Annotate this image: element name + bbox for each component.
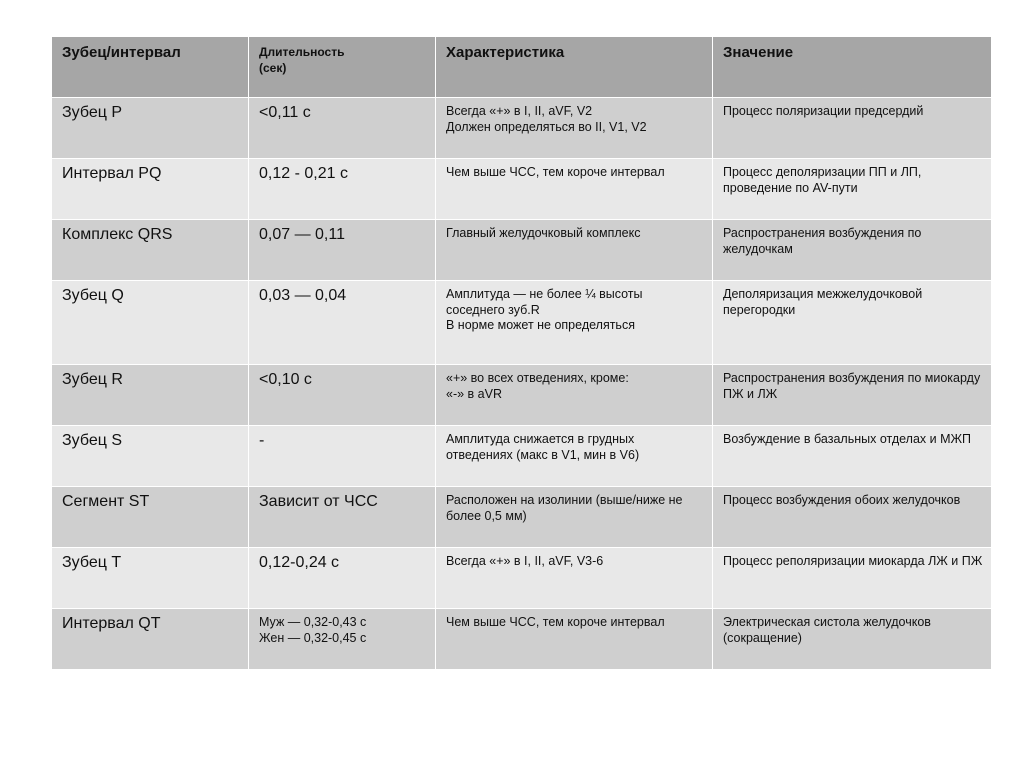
table-header-row: [52, 37, 992, 98]
cell-meaning: Процесс деполяризации ПП и ЛП, проведение по AV-пути: [713, 159, 992, 220]
cell-meaning: Деполяризация межжелудочковой перегородки: [713, 281, 992, 365]
cell-characteristic: Чем выше ЧСС, тем короче интервал: [436, 159, 713, 220]
table-row: [52, 609, 992, 670]
table-row: [52, 426, 992, 487]
cell-duration: 0,12-0,24 с: [249, 548, 436, 609]
cell-duration: 0,12 - 0,21 с: [249, 159, 436, 220]
cell-meaning: Распространения возбуждения по миокарду ПЖ и ЛЖ: [713, 365, 992, 426]
cell-duration: -: [249, 426, 436, 487]
cell-name: Интервал QT: [52, 609, 249, 670]
ecg-intervals-table: [51, 36, 992, 670]
header-characteristic: Характеристика: [436, 37, 713, 98]
table-row: [52, 220, 992, 281]
cell-name: Интервал PQ: [52, 159, 249, 220]
cell-duration: <0,10 с: [249, 365, 436, 426]
cell-characteristic: Расположен на изолинии (выше/ниже не более 0,5 мм): [436, 487, 713, 548]
cell-characteristic: Всегда «+» в I, II, aVF, V2 Должен определяться во II, V1, V2: [436, 98, 713, 159]
cell-name: Зубец R: [52, 365, 249, 426]
cell-meaning: Процесс возбуждения обоих желудочков: [713, 487, 992, 548]
cell-characteristic: Чем выше ЧСС, тем короче интервал: [436, 609, 713, 670]
cell-characteristic: Всегда «+» в I, II, aVF, V3-6: [436, 548, 713, 609]
cell-meaning: Процесс реполяризации миокарда ЛЖ и ПЖ: [713, 548, 992, 609]
cell-characteristic: «+» во всех отведениях, кроме: «-» в aVR: [436, 365, 713, 426]
cell-characteristic: Амплитуда снижается в грудных отведениях (макс в V1, мин в V6): [436, 426, 713, 487]
cell-characteristic: Амплитуда — не более ¼ высоты соседнего зуб.R В норме может не определяться: [436, 281, 713, 365]
header-wave-interval: Зубец/интервал: [52, 37, 249, 98]
cell-name: Зубец Q: [52, 281, 249, 365]
table-row: [52, 548, 992, 609]
header-meaning: Значение: [713, 37, 992, 98]
cell-name: Зубец S: [52, 426, 249, 487]
table-row: [52, 487, 992, 548]
cell-meaning: Процесс поляризации предсердий: [713, 98, 992, 159]
cell-duration: 0,03 — 0,04: [249, 281, 436, 365]
table-row: [52, 281, 992, 365]
cell-duration: 0,07 — 0,11: [249, 220, 436, 281]
cell-duration: Муж — 0,32-0,43 с Жен — 0,32-0,45 с: [249, 609, 436, 670]
table-row: [52, 365, 992, 426]
table-row: [52, 159, 992, 220]
cell-name: Сегмент ST: [52, 487, 249, 548]
cell-characteristic: Главный желудочковый комплекс: [436, 220, 713, 281]
cell-name: Зубец T: [52, 548, 249, 609]
cell-meaning: Возбуждение в базальных отделах и МЖП: [713, 426, 992, 487]
cell-name: Комплекс QRS: [52, 220, 249, 281]
cell-name: Зубец P: [52, 98, 249, 159]
table-row: [52, 98, 992, 159]
cell-meaning: Электрическая систола желудочков (сокращение): [713, 609, 992, 670]
cell-duration: <0,11 с: [249, 98, 436, 159]
cell-meaning: Распространения возбуждения по желудочкам: [713, 220, 992, 281]
cell-duration: Зависит от ЧСС: [249, 487, 436, 548]
header-duration: Длительность (сек): [249, 37, 436, 98]
